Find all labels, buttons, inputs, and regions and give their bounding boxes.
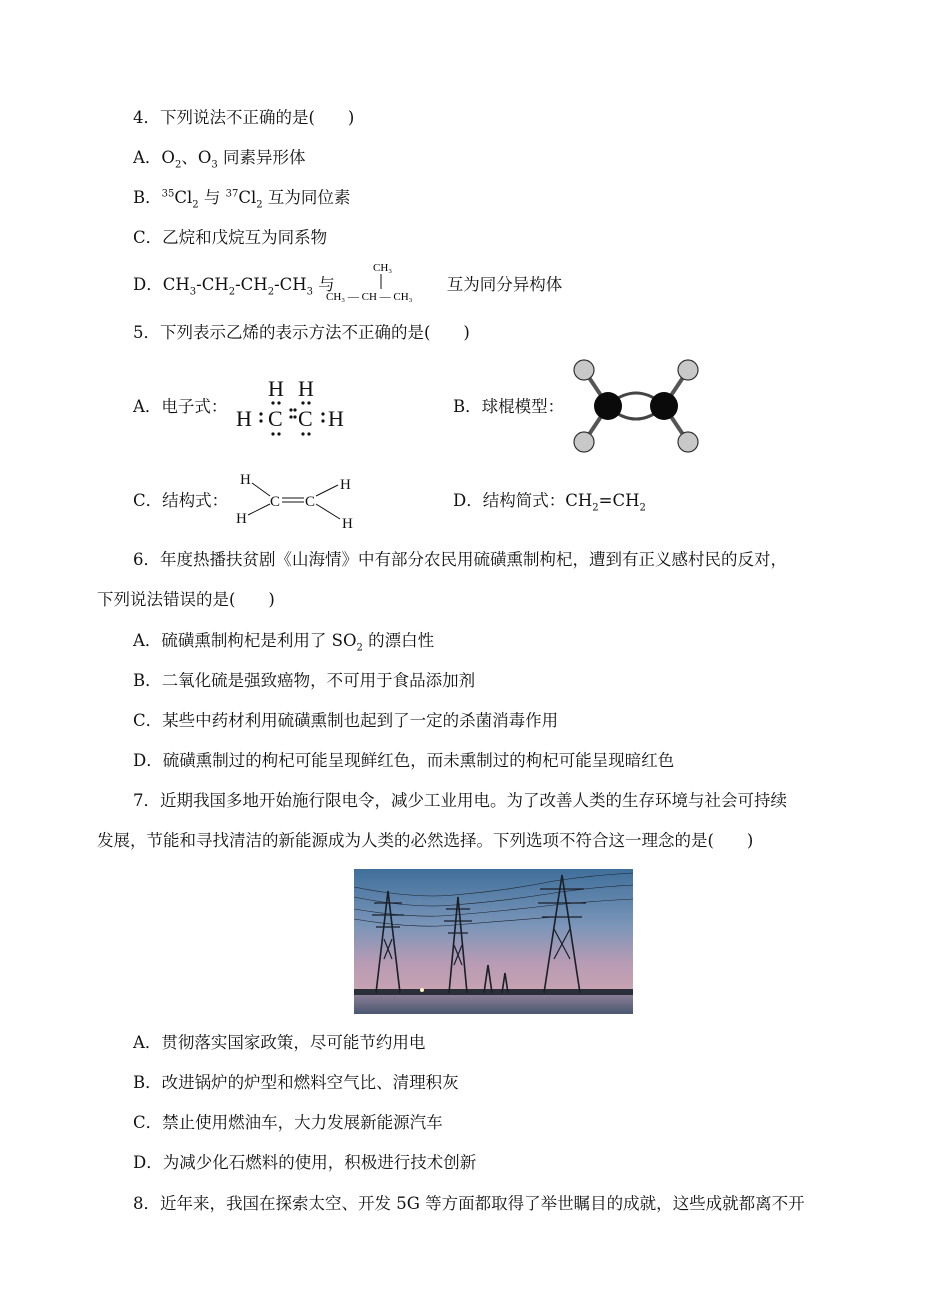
svg-text:H: H	[342, 516, 353, 531]
svg-text:H: H	[298, 376, 314, 401]
svg-text:C: C	[270, 494, 281, 510]
q5-option-b-label: B．球棍模型：	[453, 397, 565, 416]
q6-stem-line1: 6．年度热播扶贫剧《山海情》中有部分农民用硫磺熏制枸杞，遭到有正义感村民的反对，	[133, 550, 787, 569]
svg-text:CH₃: CH₃	[373, 262, 393, 274]
q6-option-b: B．二氧化硫是强致癌物，不可用于食品添加剂	[133, 671, 476, 690]
q7-option-c: C．禁止使用燃油车，大力发展新能源汽车	[133, 1113, 443, 1132]
q4-stem: 4．下列说法不正确的是( )	[133, 108, 355, 127]
q6-stem-line2: 下列说法错误的是( )	[97, 590, 275, 609]
ethylene-electron-dot-formula	[234, 376, 346, 438]
q7-option-a: A．贯彻落实国家政策，尽可能节约用电	[133, 1033, 426, 1052]
svg-text:CH₃ — CH — CH₃: CH₃ — CH — CH₃	[326, 291, 413, 303]
q6-option-c: C．某些中药材利用硫磺熏制也起到了一定的杀菌消毒作用	[133, 711, 559, 730]
svg-text:C: C	[305, 494, 316, 510]
q8-stem-line1: 8．近年来，我国在探索太空、开发 5G 等方面都取得了举世瞩目的成就，这些成就都离不开	[133, 1194, 805, 1213]
q7-option-d: D．为减少化石燃料的使用，积极进行技术创新	[133, 1153, 477, 1172]
svg-text:H: H	[268, 376, 284, 401]
q6-option-d: D．硫磺熏制过的枸杞可能呈现鲜红色，而未熏制过的枸杞可能呈现暗红色	[133, 751, 675, 770]
q5-option-d: D．结构简式：$CH_2=CH_2$	[453, 491, 646, 514]
isobutane-structure	[326, 259, 442, 307]
svg-text:H: H	[340, 477, 351, 493]
q7-stem-line1: 7．近期我国多地开始施行限电令，减少工业用电。为了改善人类的生存环境与社会可持续	[133, 791, 787, 810]
svg-text:H: H	[236, 406, 252, 431]
ethylene-ball-stick-model	[568, 354, 704, 458]
q5-option-a-label: A．电子式：	[133, 397, 228, 416]
ethylene-structural-formula	[234, 471, 360, 531]
svg-text:C: C	[298, 406, 313, 431]
svg-text:C: C	[268, 406, 283, 431]
svg-text:H: H	[236, 511, 247, 527]
q5-stem: 5．下列表示乙烯的表示方法不正确的是( )	[133, 323, 470, 342]
power-towers-photo	[354, 869, 633, 1014]
q4-option-a: A．$O_2$、$O_3$ 同素异形体	[133, 148, 306, 171]
q7-option-b: B．改进锅炉的炉型和燃料空气比、清理积灰	[133, 1073, 459, 1092]
q6-option-a: A．硫磺熏制枸杞是利用了 $SO_2$ 的漂白性	[133, 631, 435, 654]
q7-stem-line2: 发展，节能和寻找清洁的新能源成为人类的必然选择。下列选项不符合这一理念的是( )	[97, 831, 754, 850]
svg-text:H: H	[240, 472, 251, 488]
q4-option-b: B．$^{35}Cl_2$ 与 $^{37}Cl_2$ 互为同位素	[133, 188, 351, 211]
q4-option-d: D．$CH_3-CH_2-CH_2-CH_3$ 与 互为同分异构体	[133, 275, 563, 298]
svg-text:H: H	[328, 406, 344, 431]
q5-option-c-label: C．结构式：	[133, 491, 229, 510]
q4-option-c: C．乙烷和戊烷互为同系物	[133, 228, 328, 247]
